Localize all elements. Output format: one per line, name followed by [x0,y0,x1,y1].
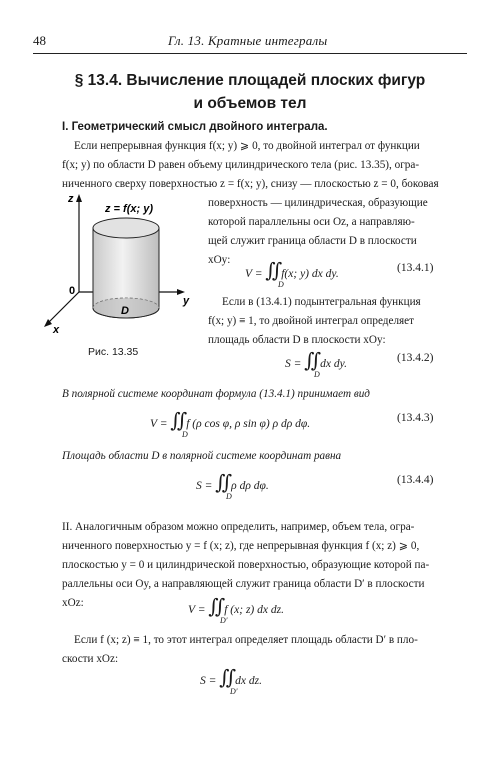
eq6-lhs: S = [200,675,217,687]
eq4-number: (13.4.4) [397,474,434,486]
region-label: D [121,305,129,317]
eq5-body: f (x; z) dx dz. [224,604,284,616]
part1-line-3: ниченного сверху поверхностью z = f(x; y), снизу — плоскостью z = 0, боковая [62,178,439,190]
integral-sign: ∬ [215,472,229,494]
eq3-number: (13.4.3) [397,412,434,424]
part1-right2-line-1: Если в (13.4.1) подынтегральная функция [222,296,421,308]
z-axis-arrow [76,194,82,202]
eq3-body: f (ρ cos φ, ρ sin φ) ρ dρ dφ. [186,418,311,430]
eq4-domain: D [226,492,232,501]
eq2-number: (13.4.2) [397,352,434,364]
part2-line-7: скости xOz: [62,653,119,665]
page-number: 48 [33,33,46,48]
eq1-domain: D [278,280,284,289]
integral-sign: ∬ [304,350,318,372]
eq3-domain: D [182,430,188,439]
integral-sign: ∬ [208,596,222,618]
part2-line-4: раллельны оси Oy, а направляющей служит граница области D′ в плоскости [62,578,425,590]
cylinder-top [93,218,159,238]
part1-right-line-4: xOy: [208,254,231,266]
section-title-line1: § 13.4. Вычисление площадей плоских фигур [74,72,426,89]
part1-right-line-3: щей служит граница области D в плоскости [208,235,417,247]
z-label: z [68,193,74,205]
eq6-body: dx dz. [235,675,263,687]
cylinder-figure [35,190,200,340]
polar-intro-line: В полярной системе координат формула (13.4.1) принимает вид [62,388,370,400]
eq-13-4-3 [150,408,310,433]
eq5-domain: D′ [220,616,228,625]
section-title-line2: и объемов тел [193,95,307,112]
eq2-domain: D [314,370,320,379]
part2-line-3: плоскостью y = 0 и цилиндрической поверхностью, образующие которой па- [62,559,430,571]
eq5-lhs: V = [188,604,206,616]
part1-right-line-1: поверхность — цилиндрическая, образующие [208,197,428,209]
x-label: x [53,324,60,336]
eq4-lhs: S = [196,480,213,492]
eq1-lhs: V = [245,268,263,280]
figure-caption: Рис. 13.35 [88,346,139,358]
surface-label: z = f(x; y) [105,203,153,215]
eq-volume-xoz [188,594,284,619]
part2-line-2: ниченного поверхностью y = f (x; z), где непрерывная функция f (x; z) ⩾ 0, [62,540,420,552]
part1-line-2: f(x; y) по области D равен объему цилиндрического тела (рис. 13.35), огра- [62,159,420,171]
part2-line-1: II. Аналогичным образом можно определить, например, объем тела, огра- [62,521,415,533]
part1-line-1: Если непрерывная функция f(x; y) ⩾ 0, то двойной интеграл от функции [74,140,420,152]
integral-sign: ∬ [170,410,184,432]
part1-right-line-2: которой параллельны оси Oz, а направляю- [208,216,415,228]
polar-area-line: Площадь области D в полярной системе координат равна [62,450,342,462]
part1-heading: I. Геометрический смысл двойного интеграла. [62,121,328,133]
part2-line-5: xOz: [62,597,84,609]
eq1-body: f(x; y) dx dy. [281,268,339,280]
eq2-body: dx dy. [320,358,347,370]
integral-sign: ∬ [219,667,233,689]
eq-13-4-4 [196,470,269,495]
part1-right2-line-3: площадь области D в плоскости xOy: [208,334,386,346]
running-header: Гл. 13. Кратные интегралы [168,33,328,48]
eq3-lhs: V = [150,418,168,430]
eq-13-4-1 [245,258,339,283]
part2-line-6: Если f (x; z) ≡ 1, то этот интеграл определяет площадь области D′ в пло- [74,634,418,646]
part1-right2-line-2: f(x; y) ≡ 1, то двойной интеграл определяет [208,315,415,327]
eq4-body: ρ dρ dφ. [231,480,269,492]
header-rule [33,53,467,54]
eq1-number: (13.4.1) [397,262,434,274]
origin-label: 0 [69,285,76,297]
y-label: y [183,295,190,307]
eq6-domain: D′ [230,687,238,696]
integral-sign: ∬ [265,260,279,282]
eq2-lhs: S = [285,358,302,370]
